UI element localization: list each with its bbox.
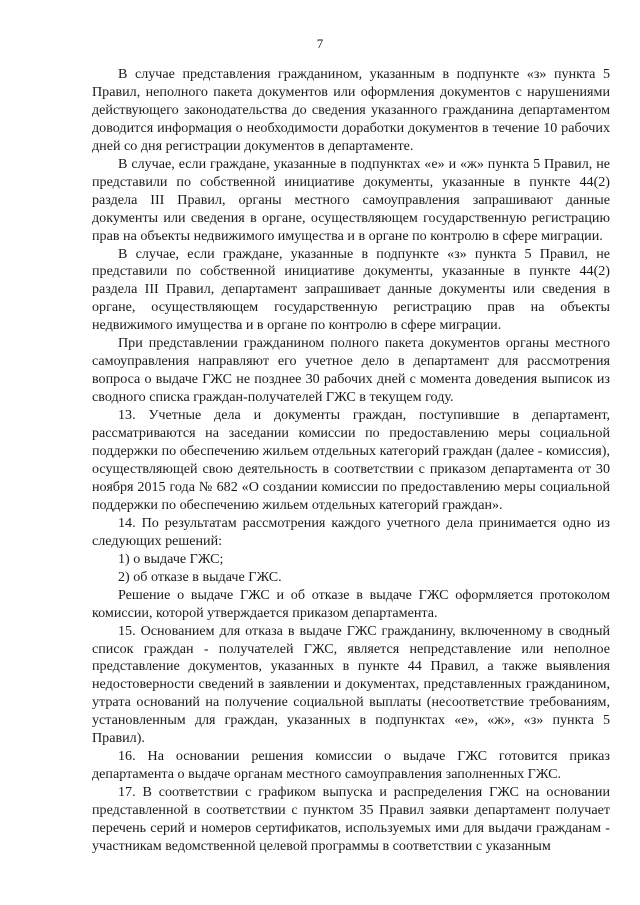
list-item-2: 2) об отказе в выдаче ГЖС. [118, 568, 282, 585]
page-number: 7 [316, 36, 324, 51]
document-body [92, 66, 610, 856]
paragraph-decision: Решение о выдаче ГЖС и об отказе в выдаче ГЖС оформляется протоколом комиссии, которой утверждается приказом департамента. [92, 586, 610, 621]
paragraph-17: 17. В соответствии с графиком выпуска и распределения ГЖС на основании представленной в соответствии с пунктом 35 Правил заявки департамент получает перечень серий и номеров сертификатов, используемых ими для выдачи гражданам - участникам ведомственной целевой программы в соответствии с указанным [92, 784, 610, 854]
paragraph-2: В случае, если граждане, указанные в подпунктах «е» и «ж» пункта 5 Правил, не представили по собственной инициативе документы, указанные в пункте 44(2) раздела III Правил, органы местного самоуправления запрашивают данные документы или сведения в органе, осуществляющем государственную регистрацию прав на объекты недвижимого имущества и в органе по контролю в сфере миграции. [92, 155, 610, 244]
list-item-1: 1) о выдаче ГЖС; [118, 550, 224, 567]
paragraph-15: 15. Основанием для отказа в выдаче ГЖС гражданину, включенному в сводный список граждан - получателей ГЖС, является непредставление или неполное представление документов, указанных в пункте 44 Правил, а также выявления недостоверности сведений в заявлении и документах, представленных гражданином, утрата оснований на получение социальной выплаты (несоответствие требованиям, установленным для граждан, указанных в подпунктах «е», «ж», «з» пункта 5 Правил). [92, 622, 610, 747]
paragraph-13: 13. Учетные дела и документы граждан, поступившие в департамент, рассматриваются на заседании комиссии по предоставлению меры социальной поддержки по обеспечению жильем отдельных категорий граждан (далее - комиссия), осуществляющей свою деятельность в соответствии с приказом департамента от 30 ноября 2015 года № 682 «О создании комиссии по предоставлению меры социальной поддержки по обеспечению жильем отдельных категорий граждан». [92, 407, 610, 513]
paragraph-1: В случае представления гражданином, указанным в подпункте «з» пункта 5 Правил, неполного пакета документов или оформления документов с нарушениями действующего законодательства до сведения указанного гражданина департаментом доводится информация о необходимости доработки документов в течение 10 рабочих дней со дня регистрации документов в департаменте. [92, 66, 610, 154]
paragraph-3: В случае, если граждане, указанные в подпункте «з» пункта 5 Правил, не представили по собственной инициативе документы, указанные в пункте 44(2) раздела III Правил, департамент запрашивает данные документы или сведения в органе, осуществляющем государственную регистрацию прав на объекты недвижимого имущества и в органе по контролю в сфере миграции. [92, 245, 610, 334]
paragraph-16: 16. На основании решения комиссии о выдаче ГЖС готовится приказ департамента о выдаче органам местного самоуправления заполненных ГЖС. [92, 748, 610, 783]
paragraph-14: 14. По результатам рассмотрения каждого учетного дела принимается одно из следующих решений: [92, 514, 610, 549]
paragraph-4: При представлении гражданином полного пакета документов органы местного самоуправления направляют его учетное дело в департамент для рассмотрения вопроса о выдаче ГЖС не позднее 30 рабочих дней с момента доведения выписок из сводного списка граждан-получателей ГЖС в текущем году. [92, 335, 610, 406]
